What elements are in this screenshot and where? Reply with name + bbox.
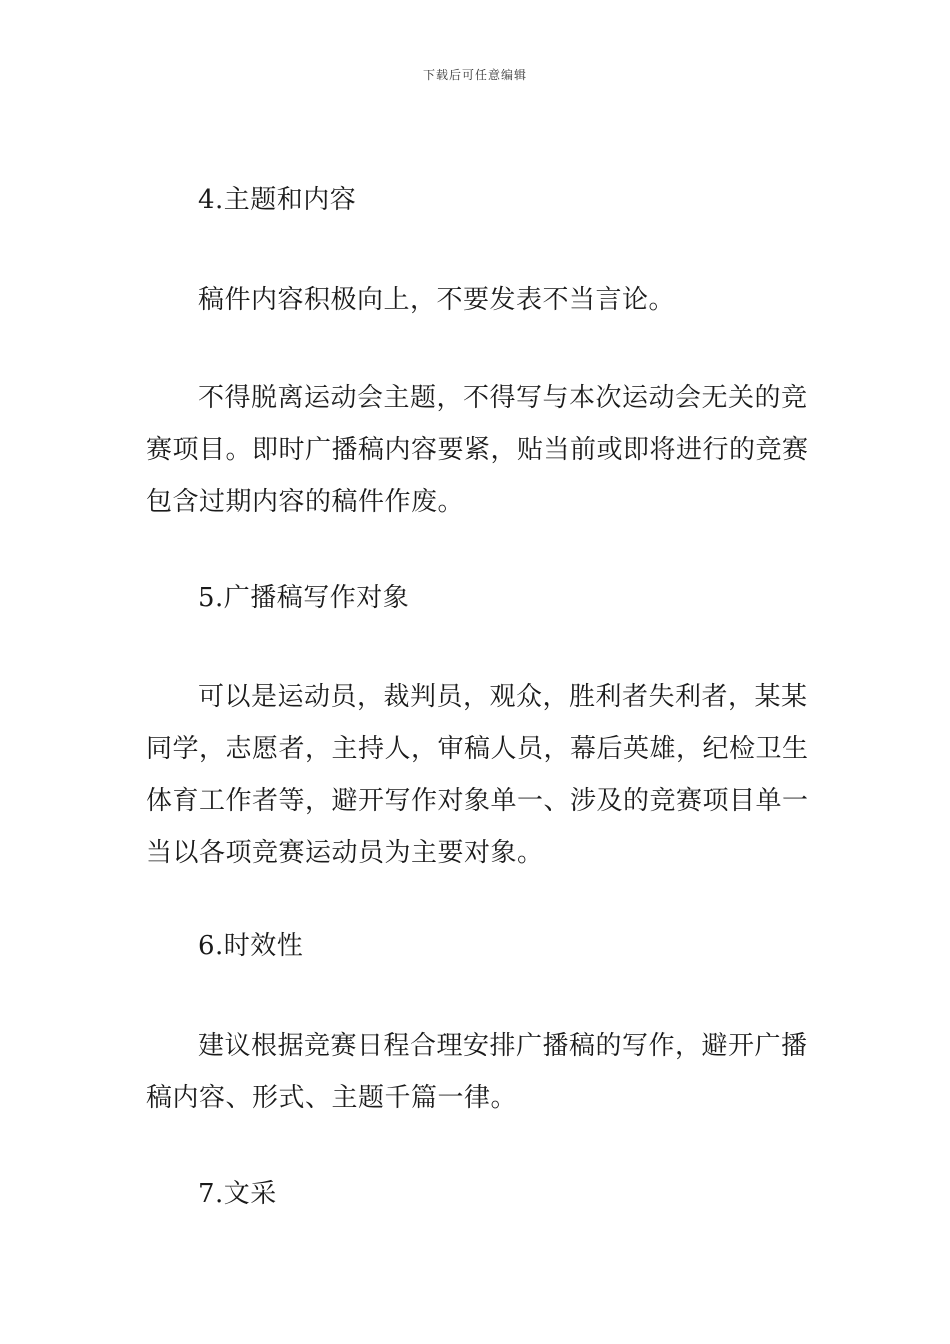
heading-text: 4.主题和内容: [198, 185, 357, 215]
paragraph-positive-content: [146, 274, 810, 326]
page-header: 下载后可任意编辑: [422, 68, 527, 82]
paragraph-line: 同学，志愿者，主持人，审稿人员，幕后英雄，纪检卫生: [146, 734, 809, 764]
paragraph-line: 可以是运动员，裁判员，观众，胜利者失利者，某某: [198, 682, 808, 712]
paragraph-timeliness: [146, 1020, 810, 1124]
paragraph-writing-targets: [146, 671, 810, 879]
section-heading-6: [146, 920, 810, 972]
paragraph-line: 赛项目。即时广播稿内容要紧，贴当前或即将进行的竞赛: [146, 435, 809, 465]
heading-text: 6.时效性: [198, 931, 304, 961]
heading-text: 7.文采: [198, 1179, 277, 1209]
paragraph-line: 稿件内容积极向上，不要发表不当言论。: [198, 285, 676, 315]
paragraph-line: 建议根据竞赛日程合理安排广播稿的写作，避开广播: [198, 1031, 808, 1061]
paragraph-line: 体育工作者等，避开写作对象单一、涉及的竞赛项目单一: [146, 786, 809, 816]
paragraph-line: 不得脱离运动会主题，不得写与本次运动会无关的竞: [198, 383, 808, 413]
section-heading-4: [146, 174, 810, 226]
paragraph-line: 包含过期内容的稿件作废。: [146, 487, 465, 517]
paragraph-theme-rules: [146, 372, 810, 528]
paragraph-line: 当以各项竞赛运动员为主要对象。: [146, 838, 544, 868]
heading-text: 5.广播稿写作对象: [198, 583, 410, 613]
section-heading-5: [146, 572, 810, 624]
paragraph-line: 稿内容、形式、主题千篇一律。: [146, 1083, 518, 1113]
section-heading-7: [146, 1168, 810, 1220]
